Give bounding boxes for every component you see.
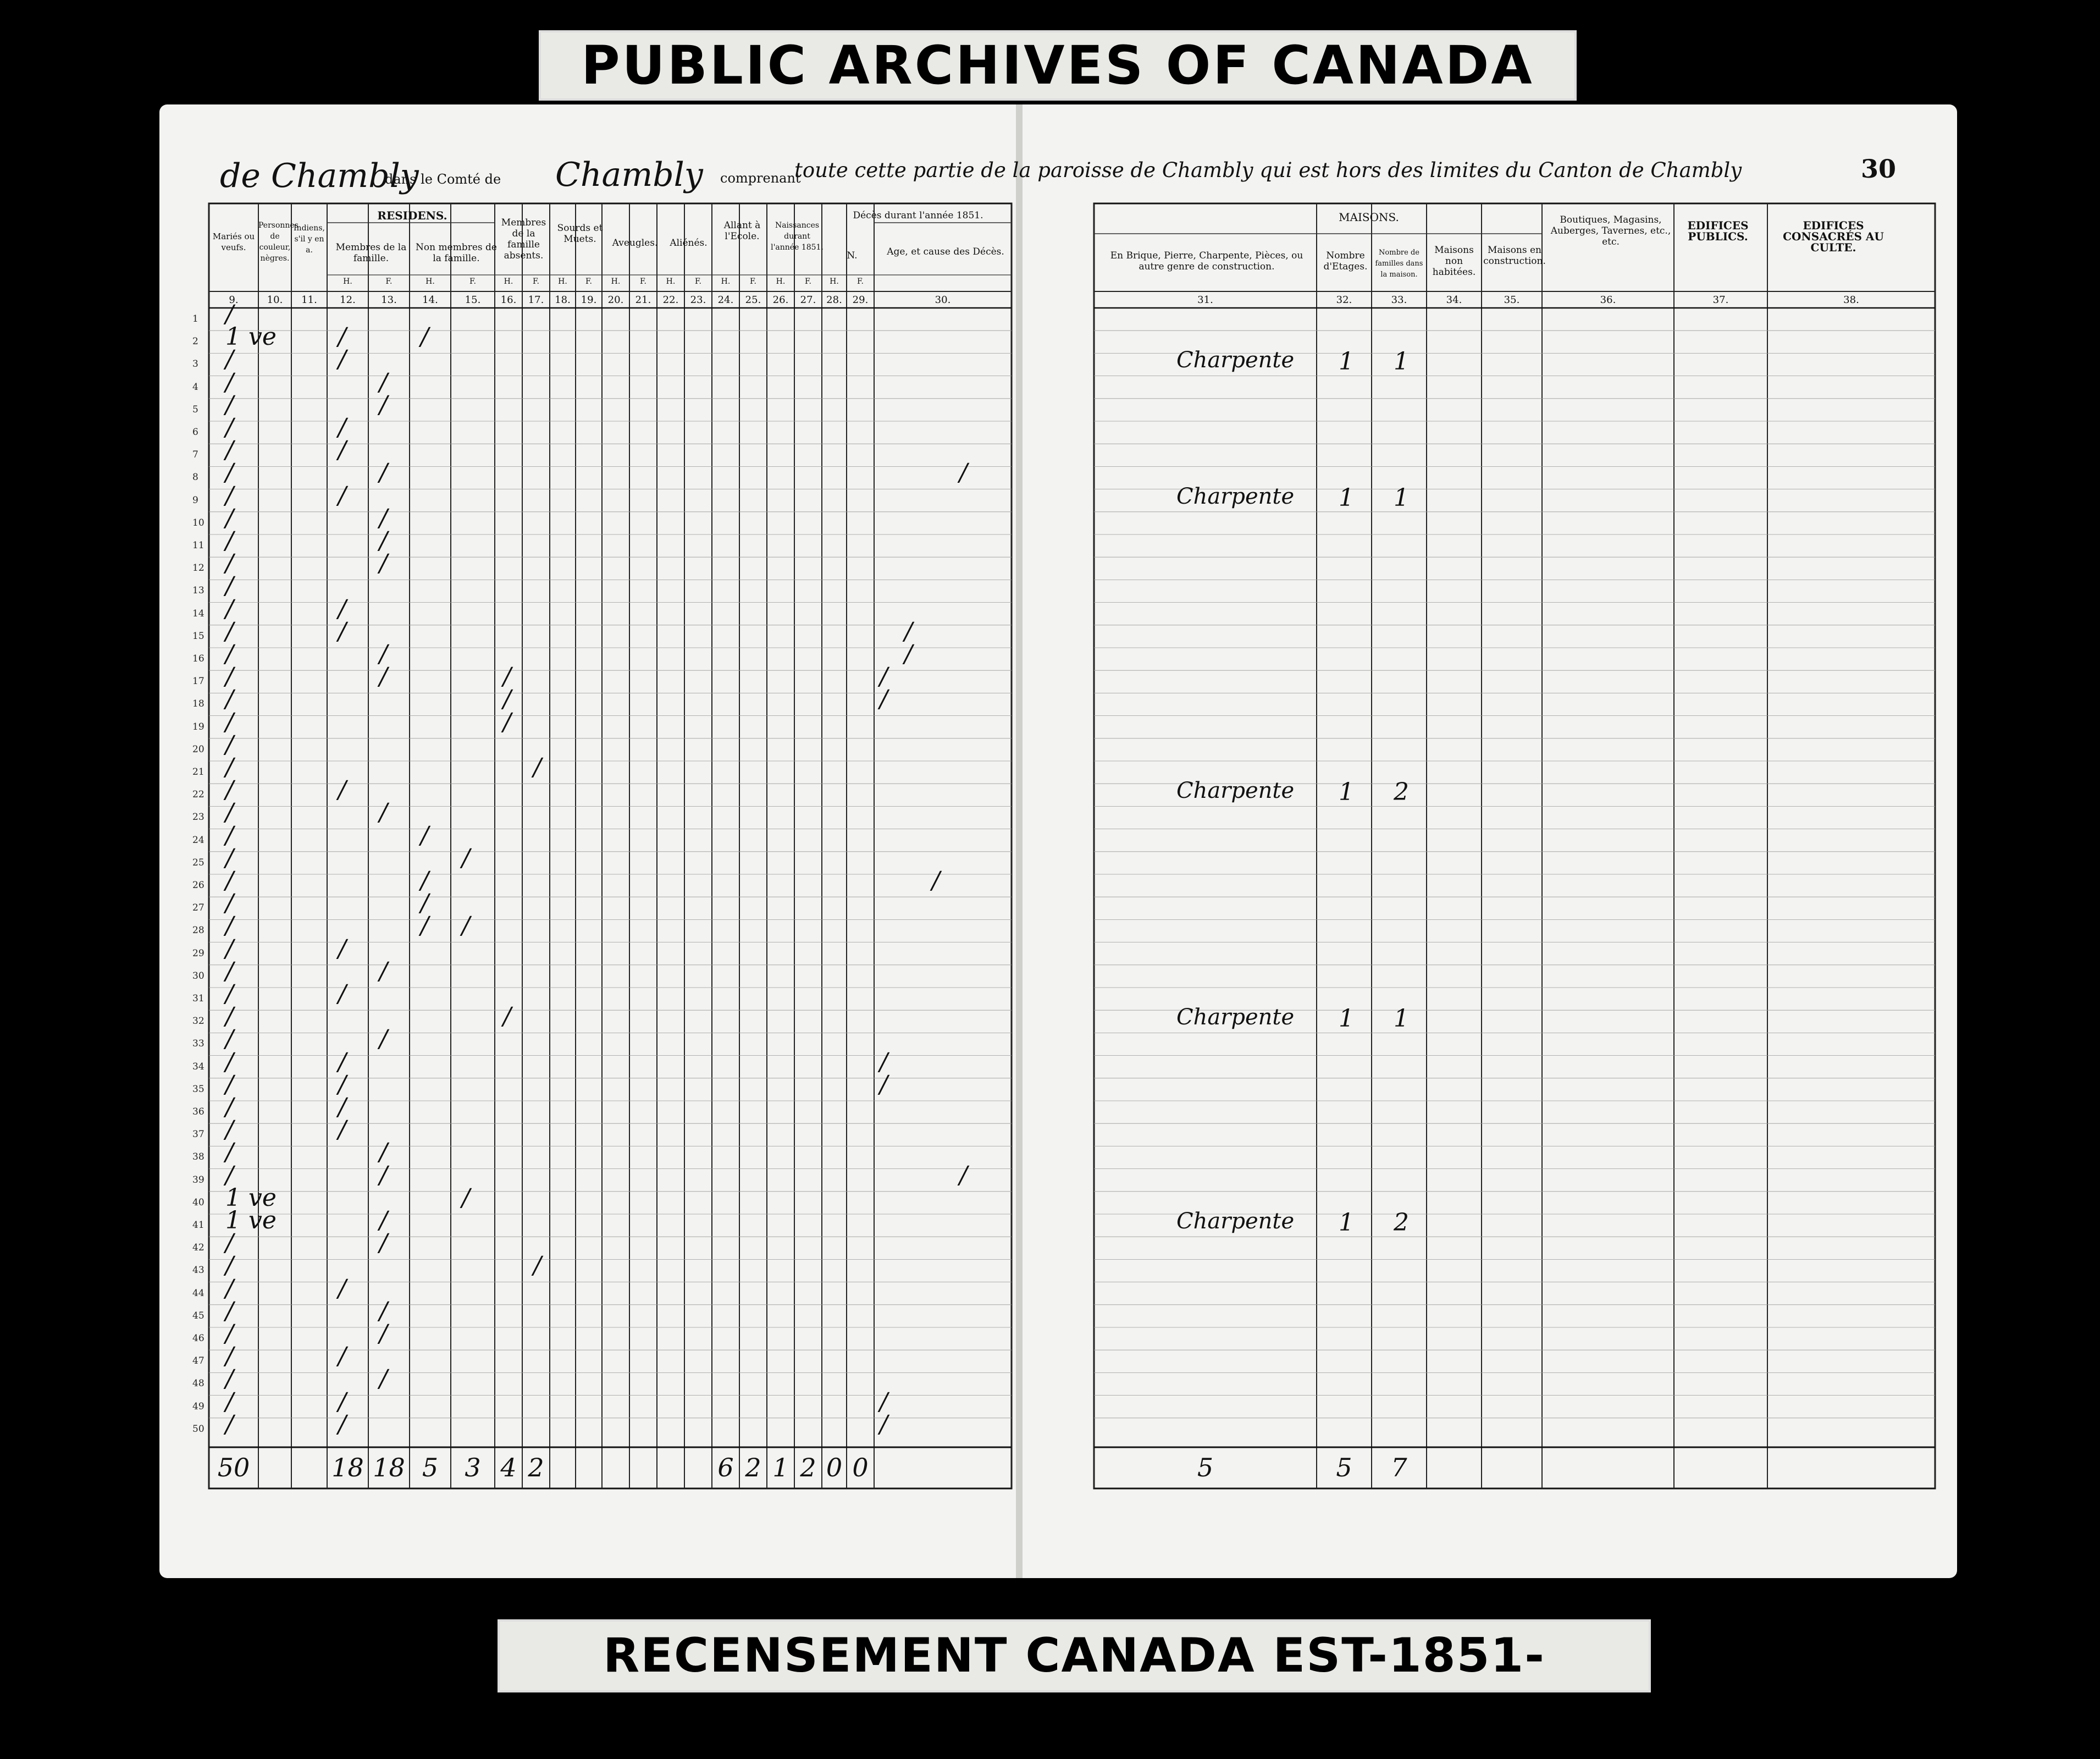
col13-mark: / <box>379 504 388 532</box>
column-number: 29. <box>852 294 869 306</box>
col13-mark: / <box>379 1206 388 1234</box>
header-col20-21: Aveugles. <box>612 238 658 249</box>
header-col28-29: N. <box>847 250 858 261</box>
etages-entry: 1 <box>1339 348 1354 376</box>
col13-mark: / <box>379 1297 388 1325</box>
row-number: 43 <box>192 1265 205 1276</box>
col12-mark: / <box>338 934 346 963</box>
col9-mark: / <box>225 912 234 940</box>
header-col10: Personnes de couleur, nègres. <box>258 221 299 263</box>
col13-mark: / <box>379 527 388 555</box>
row-number: 40 <box>192 1196 205 1208</box>
familles-entry: 2 <box>1394 778 1409 807</box>
row-number: 35 <box>192 1083 205 1095</box>
row-number: 47 <box>192 1355 205 1367</box>
col9-mark: 1 ve <box>225 1183 277 1212</box>
row-number: 1 <box>192 313 198 324</box>
row-number: 12 <box>192 563 205 574</box>
col12-mark: / <box>338 1093 346 1121</box>
sex-subheader: F. <box>805 277 811 286</box>
row-number: 24 <box>192 834 205 846</box>
sex-subheader: H. <box>830 277 839 286</box>
column-number: 19. <box>581 294 597 306</box>
col12-mark: / <box>338 1410 346 1438</box>
column-number: 27. <box>800 294 816 306</box>
col12-mark: / <box>338 413 346 442</box>
column-number: 36. <box>1600 294 1616 306</box>
col9-mark: / <box>225 1070 234 1099</box>
column-number: 32. <box>1336 294 1352 306</box>
row-number: 3 <box>192 359 198 370</box>
col12-mark: / <box>338 1274 346 1303</box>
left-total-col16: 4 <box>500 1453 517 1482</box>
left-total-col26: 1 <box>772 1453 789 1482</box>
row-number: 39 <box>192 1174 205 1185</box>
col9-mark: / <box>225 504 234 532</box>
row-number: 29 <box>192 947 205 959</box>
etages-entry: 1 <box>1339 778 1354 807</box>
col9-mark: / <box>225 1251 234 1280</box>
sex-subheader: H. <box>721 277 731 286</box>
column-number: 20. <box>607 294 624 306</box>
column-number: 37. <box>1712 294 1729 306</box>
col16-mark: / <box>503 708 511 736</box>
row-number: 13 <box>192 585 205 597</box>
column-number: 31. <box>1197 294 1213 306</box>
place-handwritten: de Chambly <box>220 157 419 195</box>
col12-mark: / <box>338 323 346 351</box>
col9-mark: / <box>225 1161 234 1189</box>
col9-mark: / <box>225 436 234 465</box>
col9-mark: / <box>225 1047 234 1076</box>
row-number: 10 <box>192 517 205 528</box>
col9-mark: / <box>225 1342 234 1371</box>
right-total-col32: 5 <box>1336 1453 1352 1482</box>
col9-mark: / <box>225 413 234 442</box>
col9-mark: / <box>225 1387 234 1416</box>
row-number: 18 <box>192 698 205 710</box>
col9-mark: 1 ve <box>225 1206 277 1234</box>
col9-mark: / <box>225 549 234 578</box>
col9-mark: 1 ve <box>225 323 277 351</box>
sex-subheader: H. <box>558 277 567 286</box>
right-total-col33: 7 <box>1391 1453 1407 1482</box>
row-number: 15 <box>192 630 205 642</box>
column-number: 11. <box>301 294 317 306</box>
col12-mark: / <box>338 481 346 510</box>
col9-mark: / <box>225 300 234 328</box>
col9-mark: / <box>225 957 234 985</box>
col12-mark: / <box>338 617 346 646</box>
header-col34: Maisons non habitées. <box>1432 245 1476 278</box>
col9-mark: / <box>225 980 234 1008</box>
col9-mark: / <box>225 1002 234 1031</box>
col9-mark: / <box>225 685 234 714</box>
column-number: 25. <box>745 294 761 306</box>
header-col26-27: Naissances durant l'année 1851. <box>771 221 824 252</box>
row-number: 31 <box>192 993 205 1004</box>
sex-subheader: F. <box>533 277 539 286</box>
col12-mark: / <box>338 1116 346 1144</box>
comprising-handwritten: toute cette partie de la paroisse de Chambly qui est hors des limites du Canton de Chambly <box>794 158 1742 182</box>
header-col18-19: Sourds et Muets. <box>557 223 603 245</box>
row-number: 41 <box>192 1220 205 1231</box>
row-number: 4 <box>192 381 198 393</box>
col12-mark: / <box>338 776 346 804</box>
column-number: 24. <box>717 294 734 306</box>
column-number: 26. <box>772 294 789 306</box>
col9-mark: / <box>225 776 234 804</box>
row-number: 14 <box>192 608 205 619</box>
col15-mark: / <box>462 912 470 940</box>
column-number: 28. <box>826 294 842 306</box>
header-col31: En Brique, Pierre, Charpente, Pièces, ou autre genre de construction. <box>1110 250 1303 272</box>
etages-entry: 1 <box>1339 1209 1354 1237</box>
sex-subheader: F. <box>585 277 592 286</box>
sex-subheader: F. <box>695 277 701 286</box>
sex-subheader: H. <box>504 277 513 286</box>
header-col30: Age, et cause des Décès. <box>887 246 1004 257</box>
row-number: 2 <box>192 336 198 348</box>
col15-mark: / <box>462 843 470 872</box>
sex-subheader: H. <box>776 277 786 286</box>
col9-mark: / <box>225 1138 234 1167</box>
sex-subheader: F. <box>385 277 393 286</box>
header-deces: Décès durant l'année 1851. <box>853 210 983 221</box>
col14-mark: / <box>421 889 429 918</box>
page-number: 30 <box>1861 154 1897 184</box>
row-number: 7 <box>192 449 198 461</box>
county-prefix: dans le Comté de <box>385 172 501 187</box>
column-number: 10. <box>267 294 283 306</box>
left-total-col9: 50 <box>217 1453 250 1482</box>
right-census-page <box>1023 104 1957 1578</box>
left-total-col29: 0 <box>852 1453 869 1482</box>
header-col16-17: Membres de la famille absents. <box>501 217 546 261</box>
col9-mark: / <box>225 1320 234 1348</box>
col13-mark: / <box>379 663 388 691</box>
column-number: 33. <box>1391 294 1407 306</box>
etages-entry: 1 <box>1339 1005 1354 1033</box>
col9-mark: / <box>225 1274 234 1303</box>
column-number: 17. <box>528 294 544 306</box>
col16-mark: / <box>503 663 511 691</box>
col13-mark: / <box>379 1320 388 1348</box>
row-number: 5 <box>192 404 198 415</box>
col12-mark: / <box>338 980 346 1008</box>
column-number: 9. <box>229 294 239 306</box>
column-number: 35. <box>1504 294 1520 306</box>
row-number: 26 <box>192 880 205 891</box>
row-number: 20 <box>192 743 205 755</box>
col9-mark: / <box>225 1410 234 1438</box>
header-col38: EDIFICES CONSACRÉS AU CULTE. <box>1783 219 1884 254</box>
col24-mark: / <box>880 685 888 714</box>
column-number: 16. <box>500 294 517 306</box>
row-number: 34 <box>192 1061 205 1072</box>
header-col24-25: Allant à l'Ecole. <box>723 220 761 242</box>
county-handwritten: Chambly <box>555 156 703 194</box>
col9-mark: / <box>225 730 234 759</box>
row-number: 44 <box>192 1287 205 1299</box>
left-total-col17: 2 <box>528 1453 544 1482</box>
col17-mark: / <box>533 1251 541 1280</box>
col26-mark: / <box>932 867 940 895</box>
col13-mark: / <box>379 549 388 578</box>
col14-mark: / <box>421 821 429 850</box>
left-total-col15: 3 <box>465 1453 481 1482</box>
row-number: 6 <box>192 427 198 438</box>
col9-mark: / <box>225 798 234 827</box>
sex-subheader: F. <box>857 277 864 286</box>
column-number: 21. <box>635 294 651 306</box>
col9-mark: / <box>225 481 234 510</box>
col13-mark: / <box>379 1025 388 1054</box>
row-number: 49 <box>192 1400 205 1412</box>
left-total-col24: 6 <box>717 1453 734 1482</box>
familles-entry: 2 <box>1394 1209 1409 1237</box>
left-census-page <box>159 104 1017 1578</box>
col9-mark: / <box>225 1297 234 1325</box>
col27-mark: / <box>959 459 968 487</box>
header-col12-13: Membres de la famille. <box>335 242 407 264</box>
left-total-col27: 2 <box>800 1453 816 1482</box>
col24-mark: / <box>880 1387 888 1416</box>
column-number: 22. <box>662 294 679 306</box>
col12-mark: / <box>338 436 346 465</box>
header-maisons: MAISONS. <box>1339 211 1399 224</box>
row-number: 48 <box>192 1378 205 1389</box>
row-number: 22 <box>192 789 205 801</box>
col9-mark: / <box>225 345 234 374</box>
row-number: 45 <box>192 1310 205 1321</box>
col25-mark: / <box>904 640 913 668</box>
col12-mark: / <box>338 594 346 623</box>
left-total-col12: 18 <box>331 1453 364 1482</box>
left-total-col28: 0 <box>826 1453 843 1482</box>
sex-subheader: H. <box>666 277 676 286</box>
sex-subheader: H. <box>425 277 435 286</box>
col9-mark: / <box>225 867 234 895</box>
col9-mark: / <box>225 753 234 781</box>
col13-mark: / <box>379 1161 388 1189</box>
col9-mark: / <box>225 663 234 691</box>
header-col32: Nombre d'Etages. <box>1323 250 1368 272</box>
col14-mark: / <box>421 867 429 895</box>
construction-entry: Charpente <box>1176 1005 1295 1030</box>
etages-entry: 1 <box>1339 483 1354 512</box>
col9-mark: / <box>225 527 234 555</box>
column-number: 30. <box>935 294 951 306</box>
archive-banner: PUBLIC ARCHIVES OF CANADA <box>539 30 1577 101</box>
row-number: 17 <box>192 676 205 687</box>
col9-mark: / <box>225 459 234 487</box>
row-number: 36 <box>192 1106 205 1117</box>
col9-mark: / <box>225 390 234 419</box>
right-total-col31: 5 <box>1197 1453 1214 1482</box>
col9-mark: / <box>225 1365 234 1393</box>
col9-mark: / <box>225 1093 234 1121</box>
col13-mark: / <box>379 459 388 487</box>
col13-mark: / <box>379 1365 388 1393</box>
row-number: 9 <box>192 494 198 506</box>
col25-mark: / <box>904 617 913 646</box>
column-number: 18. <box>555 294 571 306</box>
construction-entry: Charpente <box>1176 778 1295 804</box>
familles-entry: 1 <box>1394 483 1409 512</box>
col9-mark: / <box>225 889 234 918</box>
left-total-col25: 2 <box>745 1453 761 1482</box>
column-number: 15. <box>465 294 481 306</box>
sex-subheader: H. <box>343 277 352 286</box>
sex-subheader: H. <box>611 277 621 286</box>
column-number: 23. <box>690 294 706 306</box>
col9-mark: / <box>225 617 234 646</box>
col9-mark: / <box>225 821 234 850</box>
col13-mark: / <box>379 798 388 827</box>
sex-subheader: F. <box>640 277 646 286</box>
col9-mark: / <box>225 1025 234 1054</box>
row-number: 30 <box>192 970 205 981</box>
row-number: 33 <box>192 1038 205 1050</box>
construction-entry: Charpente <box>1176 348 1295 373</box>
col24-mark: / <box>880 1070 888 1099</box>
header-col35: Maisons en construction. <box>1483 245 1546 267</box>
col13-mark: / <box>379 957 388 985</box>
header-col11: Indiens, s'il y en a. <box>294 224 325 255</box>
row-number: 46 <box>192 1333 205 1344</box>
col14-mark: / <box>421 912 429 940</box>
col12-mark: / <box>338 1047 346 1076</box>
row-number: 50 <box>192 1423 205 1435</box>
col9-mark: / <box>225 708 234 736</box>
col12-mark: / <box>338 1342 346 1371</box>
col13-mark: / <box>379 368 388 396</box>
col24-mark: / <box>880 1047 888 1076</box>
col13-mark: / <box>379 640 388 668</box>
col13-mark: / <box>379 1138 388 1167</box>
col12-mark: / <box>338 345 346 374</box>
col13-mark: / <box>379 390 388 419</box>
row-number: 38 <box>192 1151 205 1163</box>
col15-mark: / <box>462 1183 470 1212</box>
row-number: 27 <box>192 902 205 914</box>
row-number: 16 <box>192 653 205 664</box>
col9-mark: / <box>225 572 234 600</box>
header-col22-23: Aliénés. <box>670 238 708 249</box>
col9-mark: / <box>225 1116 234 1144</box>
right-table-grid <box>1023 104 1957 1578</box>
row-number: 8 <box>192 472 198 483</box>
left-table-grid <box>159 104 1017 1578</box>
col16-mark: / <box>503 1002 511 1031</box>
row-number: 19 <box>192 721 205 732</box>
column-number: 13. <box>381 294 397 306</box>
col14-mark: / <box>421 323 429 351</box>
col13-mark: / <box>379 1229 388 1258</box>
header-col36: Boutiques, Magasins, Auberges, Tavernes, etc., etc. <box>1550 214 1671 247</box>
col24-mark: / <box>880 1410 888 1438</box>
col9-mark: / <box>225 640 234 668</box>
sex-subheader: F. <box>469 277 476 286</box>
header-col14-15: Non membres de la famille. <box>416 242 497 264</box>
col9-mark: / <box>225 843 234 872</box>
row-number: 37 <box>192 1129 205 1140</box>
comprising-label: comprenant <box>720 170 801 186</box>
header-residens: RESIDENS. <box>377 209 447 222</box>
construction-entry: Charpente <box>1176 483 1295 509</box>
left-total-col14: 5 <box>422 1453 439 1482</box>
row-number: 23 <box>192 812 205 823</box>
column-number: 34. <box>1446 294 1462 306</box>
header-col9: Mariés ou veufs. <box>212 231 255 252</box>
header-col37: EDIFICES PUBLICS. <box>1687 219 1749 243</box>
row-number: 11 <box>192 540 205 551</box>
sex-subheader: F. <box>750 277 756 286</box>
census-banner: RECENSEMENT CANADA EST-1851-CANADA EAST CENSUS. <box>498 1619 1651 1692</box>
col9-mark: / <box>225 934 234 963</box>
row-number: 32 <box>192 1016 205 1027</box>
column-number: 38. <box>1843 294 1859 306</box>
column-number: 12. <box>340 294 356 306</box>
col24-mark: / <box>880 663 888 691</box>
row-number: 25 <box>192 857 205 868</box>
col12-mark: / <box>338 1070 346 1099</box>
row-number: 28 <box>192 925 205 936</box>
col17-mark: / <box>533 753 541 781</box>
col12-mark: / <box>338 1387 346 1416</box>
row-number: 42 <box>192 1242 205 1254</box>
col9-mark: / <box>225 594 234 623</box>
familles-entry: 1 <box>1394 1005 1409 1033</box>
row-number: 21 <box>192 767 205 778</box>
col9-mark: / <box>225 368 234 396</box>
construction-entry: Charpente <box>1176 1209 1295 1234</box>
left-total-col13: 18 <box>373 1453 405 1482</box>
header-col33: Nombre de familles dans la maison. <box>1375 249 1423 279</box>
col9-mark: / <box>225 1229 234 1258</box>
familles-entry: 1 <box>1394 348 1409 376</box>
column-number: 14. <box>422 294 438 306</box>
col16-mark: / <box>503 685 511 714</box>
col27-mark: / <box>959 1161 968 1189</box>
